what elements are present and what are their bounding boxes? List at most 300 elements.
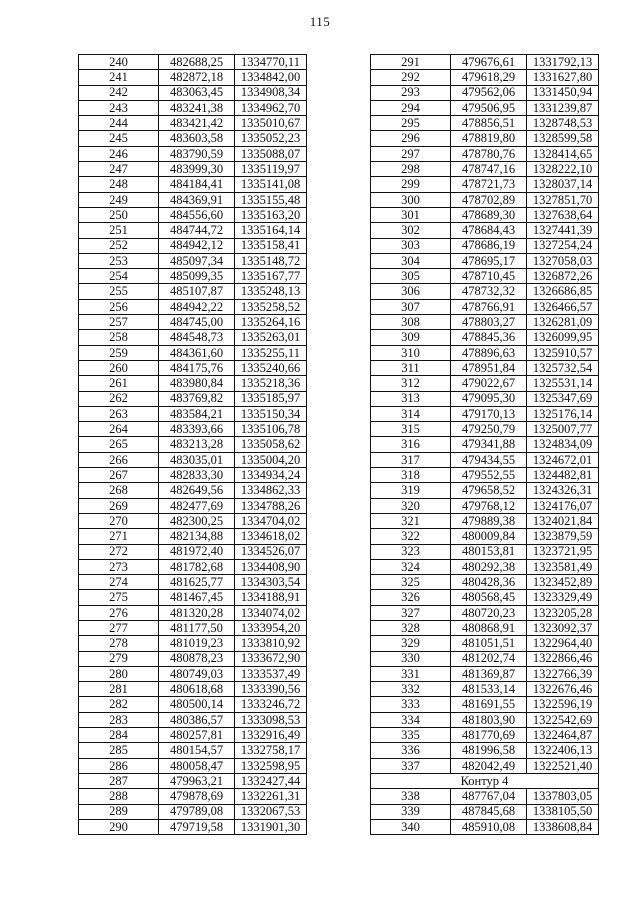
y-coordinate-cell: 1328414,65 [527, 146, 599, 161]
table-row [79, 789, 307, 804]
y-coordinate-cell: 1335058,62 [235, 437, 307, 452]
table-row [79, 804, 307, 819]
point-number-cell: 270 [79, 513, 159, 528]
point-number-cell: 331 [371, 666, 451, 681]
y-coordinate-cell: 1331627,80 [527, 70, 599, 85]
x-coordinate-cell: 478702,89 [451, 192, 527, 207]
point-number-cell: 253 [79, 253, 159, 268]
y-coordinate-cell: 1323721,95 [527, 544, 599, 559]
x-coordinate-cell: 478819,80 [451, 131, 527, 146]
y-coordinate-cell: 1334408,90 [235, 559, 307, 574]
y-coordinate-cell: 1323205,28 [527, 605, 599, 620]
table-row [79, 590, 307, 605]
y-coordinate-cell: 1335218,36 [235, 376, 307, 391]
point-number-cell: 300 [371, 192, 451, 207]
y-coordinate-cell: 1335088,07 [235, 146, 307, 161]
y-coordinate-cell: 1322676,46 [527, 682, 599, 697]
x-coordinate-cell: 478721,73 [451, 177, 527, 192]
x-coordinate-cell: 481625,77 [159, 575, 235, 590]
y-coordinate-cell: 1335167,77 [235, 269, 307, 284]
table-row [371, 85, 599, 100]
point-number-cell: 329 [371, 636, 451, 651]
point-number-cell: 241 [79, 70, 159, 85]
x-coordinate-cell: 478803,27 [451, 315, 527, 330]
table-row [79, 743, 307, 758]
y-coordinate-cell: 1335264,16 [235, 315, 307, 330]
y-coordinate-cell: 1335185,97 [235, 391, 307, 406]
point-number-cell: 312 [371, 376, 451, 391]
contour-label: Контур 4 [371, 773, 599, 788]
table-row [371, 743, 599, 758]
x-coordinate-cell: 479789,08 [159, 804, 235, 819]
table-row [79, 575, 307, 590]
y-coordinate-cell: 1322406,13 [527, 743, 599, 758]
y-coordinate-cell: 1331239,87 [527, 100, 599, 115]
y-coordinate-cell: 1334188,91 [235, 590, 307, 605]
point-number-cell: 314 [371, 406, 451, 421]
table-row [371, 804, 599, 819]
x-coordinate-cell: 479963,21 [159, 773, 235, 788]
y-coordinate-cell: 1334908,34 [235, 85, 307, 100]
table-row [79, 284, 307, 299]
point-number-cell: 290 [79, 819, 159, 834]
x-coordinate-cell: 478686,19 [451, 238, 527, 253]
x-coordinate-cell: 479562,06 [451, 85, 527, 100]
table-row [371, 146, 599, 161]
x-coordinate-cell: 482649,56 [159, 483, 235, 498]
point-number-cell: 285 [79, 743, 159, 758]
y-coordinate-cell: 1324021,84 [527, 513, 599, 528]
x-coordinate-cell: 480868,91 [451, 620, 527, 635]
x-coordinate-cell: 478766,91 [451, 299, 527, 314]
point-number-cell: 340 [371, 819, 451, 834]
table-row [371, 177, 599, 192]
x-coordinate-cell: 479658,52 [451, 483, 527, 498]
table-row [79, 376, 307, 391]
y-coordinate-cell: 1328222,10 [527, 162, 599, 177]
table-row [371, 682, 599, 697]
y-coordinate-cell: 1335010,67 [235, 116, 307, 131]
x-coordinate-cell: 481369,87 [451, 666, 527, 681]
table-row [371, 391, 599, 406]
y-coordinate-cell: 1324326,31 [527, 483, 599, 498]
x-coordinate-cell: 479552,55 [451, 468, 527, 483]
table-row [371, 498, 599, 513]
table-row [371, 55, 599, 70]
x-coordinate-cell: 482872,18 [159, 70, 235, 85]
table-row [371, 70, 599, 85]
point-number-cell: 321 [371, 513, 451, 528]
point-number-cell: 303 [371, 238, 451, 253]
table-row [79, 513, 307, 528]
point-number-cell: 281 [79, 682, 159, 697]
table-row [371, 253, 599, 268]
table-row [371, 376, 599, 391]
y-coordinate-cell: 1322464,87 [527, 728, 599, 743]
table-row [371, 192, 599, 207]
x-coordinate-cell: 478856,51 [451, 116, 527, 131]
x-coordinate-cell: 478689,30 [451, 207, 527, 222]
table-row [371, 437, 599, 452]
x-coordinate-cell: 480009,84 [451, 529, 527, 544]
x-coordinate-cell: 478710,45 [451, 269, 527, 284]
y-coordinate-cell: 1328037,14 [527, 177, 599, 192]
x-coordinate-cell: 482300,25 [159, 513, 235, 528]
y-coordinate-cell: 1334934,24 [235, 468, 307, 483]
y-coordinate-cell: 1332427,44 [235, 773, 307, 788]
y-coordinate-cell: 1323452,89 [527, 575, 599, 590]
table-row [79, 162, 307, 177]
x-coordinate-cell: 484175,76 [159, 360, 235, 375]
table-row [79, 666, 307, 681]
x-coordinate-cell: 481320,28 [159, 605, 235, 620]
point-number-cell: 277 [79, 620, 159, 635]
y-coordinate-cell: 1322542,69 [527, 712, 599, 727]
x-coordinate-cell: 483790,59 [159, 146, 235, 161]
y-coordinate-cell: 1324672,01 [527, 452, 599, 467]
y-coordinate-cell: 1327851,70 [527, 192, 599, 207]
y-coordinate-cell: 1322766,39 [527, 666, 599, 681]
x-coordinate-cell: 480154,57 [159, 743, 235, 758]
x-coordinate-cell: 483999,30 [159, 162, 235, 177]
point-number-cell: 334 [371, 712, 451, 727]
point-number-cell: 288 [79, 789, 159, 804]
table-row [79, 391, 307, 406]
y-coordinate-cell: 1324834,09 [527, 437, 599, 452]
point-number-cell: 265 [79, 437, 159, 452]
y-coordinate-cell: 1333810,92 [235, 636, 307, 651]
point-number-cell: 326 [371, 590, 451, 605]
x-coordinate-cell: 480618,68 [159, 682, 235, 697]
table-row [79, 758, 307, 773]
point-number-cell: 317 [371, 452, 451, 467]
x-coordinate-cell: 483241,38 [159, 100, 235, 115]
x-coordinate-cell: 480568,45 [451, 590, 527, 605]
x-coordinate-cell: 483421,42 [159, 116, 235, 131]
table-row [371, 422, 599, 437]
x-coordinate-cell: 484548,73 [159, 330, 235, 345]
y-coordinate-cell: 1334770,11 [235, 55, 307, 70]
point-number-cell: 287 [79, 773, 159, 788]
y-coordinate-cell: 1335004,20 [235, 452, 307, 467]
point-number-cell: 269 [79, 498, 159, 513]
x-coordinate-cell: 484744,72 [159, 223, 235, 238]
table-row [371, 116, 599, 131]
x-coordinate-cell: 479719,58 [159, 819, 235, 834]
x-coordinate-cell: 479170,13 [451, 406, 527, 421]
point-number-cell: 316 [371, 437, 451, 452]
y-coordinate-cell: 1331792,13 [527, 55, 599, 70]
point-number-cell: 320 [371, 498, 451, 513]
table-row [371, 207, 599, 222]
y-coordinate-cell: 1323581,49 [527, 559, 599, 574]
table-row [79, 544, 307, 559]
y-coordinate-cell: 1333098,53 [235, 712, 307, 727]
y-coordinate-cell: 1335119,97 [235, 162, 307, 177]
x-coordinate-cell: 478845,36 [451, 330, 527, 345]
x-coordinate-cell: 482134,88 [159, 529, 235, 544]
x-coordinate-cell: 483769,82 [159, 391, 235, 406]
point-number-cell: 292 [371, 70, 451, 85]
point-number-cell: 310 [371, 345, 451, 360]
table-row [79, 238, 307, 253]
x-coordinate-cell: 482042,49 [451, 758, 527, 773]
y-coordinate-cell: 1327254,24 [527, 238, 599, 253]
table-row [371, 651, 599, 666]
table-row [371, 544, 599, 559]
table-row [371, 284, 599, 299]
table-row [371, 315, 599, 330]
y-coordinate-cell: 1325910,57 [527, 345, 599, 360]
x-coordinate-cell: 483063,45 [159, 85, 235, 100]
point-number-cell: 299 [371, 177, 451, 192]
point-number-cell: 247 [79, 162, 159, 177]
x-coordinate-cell: 481467,45 [159, 590, 235, 605]
y-coordinate-cell: 1328748,53 [527, 116, 599, 131]
y-coordinate-cell: 1324176,07 [527, 498, 599, 513]
point-number-cell: 335 [371, 728, 451, 743]
table-row [79, 605, 307, 620]
y-coordinate-cell: 1322521,40 [527, 758, 599, 773]
table-row [371, 406, 599, 421]
point-number-cell: 246 [79, 146, 159, 161]
table-row [79, 70, 307, 85]
point-number-cell: 240 [79, 55, 159, 70]
point-number-cell: 297 [371, 146, 451, 161]
point-number-cell: 293 [371, 85, 451, 100]
point-number-cell: 313 [371, 391, 451, 406]
x-coordinate-cell: 480257,81 [159, 728, 235, 743]
point-number-cell: 263 [79, 406, 159, 421]
y-coordinate-cell: 1333954,20 [235, 620, 307, 635]
point-number-cell: 249 [79, 192, 159, 207]
y-coordinate-cell: 1332067,53 [235, 804, 307, 819]
table-row [371, 758, 599, 773]
table-row [79, 728, 307, 743]
table-row [79, 529, 307, 544]
table-row [79, 651, 307, 666]
x-coordinate-cell: 481782,68 [159, 559, 235, 574]
x-coordinate-cell: 480292,38 [451, 559, 527, 574]
x-coordinate-cell: 478695,17 [451, 253, 527, 268]
table-row [371, 590, 599, 605]
x-coordinate-cell: 483035,01 [159, 452, 235, 467]
x-coordinate-cell: 485099,35 [159, 269, 235, 284]
x-coordinate-cell: 478896,63 [451, 345, 527, 360]
x-coordinate-cell: 484361,60 [159, 345, 235, 360]
x-coordinate-cell: 480153,81 [451, 544, 527, 559]
table-row [79, 207, 307, 222]
point-number-cell: 268 [79, 483, 159, 498]
point-number-cell: 301 [371, 207, 451, 222]
y-coordinate-cell: 1326281,09 [527, 315, 599, 330]
y-coordinate-cell: 1325176,14 [527, 406, 599, 421]
y-coordinate-cell: 1335155,48 [235, 192, 307, 207]
y-coordinate-cell: 1328599,58 [527, 131, 599, 146]
table-row [79, 682, 307, 697]
x-coordinate-cell: 484184,41 [159, 177, 235, 192]
x-coordinate-cell: 481019,23 [159, 636, 235, 651]
point-number-cell: 328 [371, 620, 451, 635]
point-number-cell: 294 [371, 100, 451, 115]
point-number-cell: 295 [371, 116, 451, 131]
table-row [371, 360, 599, 375]
table-row [371, 452, 599, 467]
x-coordinate-cell: 479022,67 [451, 376, 527, 391]
y-coordinate-cell: 1326872,26 [527, 269, 599, 284]
y-coordinate-cell: 1334862,33 [235, 483, 307, 498]
x-coordinate-cell: 478780,76 [451, 146, 527, 161]
table-row [79, 636, 307, 651]
y-coordinate-cell: 1335106,78 [235, 422, 307, 437]
x-coordinate-cell: 485097,34 [159, 253, 235, 268]
y-coordinate-cell: 1335258,52 [235, 299, 307, 314]
point-number-cell: 252 [79, 238, 159, 253]
x-coordinate-cell: 481972,40 [159, 544, 235, 559]
y-coordinate-cell: 1325732,54 [527, 360, 599, 375]
table-row [79, 116, 307, 131]
point-number-cell: 311 [371, 360, 451, 375]
point-number-cell: 336 [371, 743, 451, 758]
table-row [371, 131, 599, 146]
table-row [79, 819, 307, 834]
y-coordinate-cell: 1334842,00 [235, 70, 307, 85]
y-coordinate-cell: 1335150,34 [235, 406, 307, 421]
point-number-cell: 278 [79, 636, 159, 651]
point-number-cell: 309 [371, 330, 451, 345]
y-coordinate-cell: 1326686,85 [527, 284, 599, 299]
coordinates-table-left [78, 54, 307, 835]
y-coordinate-cell: 1323329,49 [527, 590, 599, 605]
x-coordinate-cell: 484369,91 [159, 192, 235, 207]
x-coordinate-cell: 481996,58 [451, 743, 527, 758]
y-coordinate-cell: 1335248,13 [235, 284, 307, 299]
x-coordinate-cell: 481803,90 [451, 712, 527, 727]
y-coordinate-cell: 1333672,90 [235, 651, 307, 666]
point-number-cell: 284 [79, 728, 159, 743]
x-coordinate-cell: 479095,30 [451, 391, 527, 406]
point-number-cell: 262 [79, 391, 159, 406]
y-coordinate-cell: 1333537,49 [235, 666, 307, 681]
point-number-cell: 257 [79, 315, 159, 330]
coordinates-table-right [370, 54, 599, 835]
point-number-cell: 322 [371, 529, 451, 544]
table-row [371, 789, 599, 804]
point-number-cell: 318 [371, 468, 451, 483]
y-coordinate-cell: 1337803,05 [527, 789, 599, 804]
x-coordinate-cell: 480386,57 [159, 712, 235, 727]
table-row [371, 575, 599, 590]
table-row [79, 559, 307, 574]
table-row [79, 55, 307, 70]
table-row [371, 345, 599, 360]
point-number-cell: 264 [79, 422, 159, 437]
x-coordinate-cell: 478684,43 [451, 223, 527, 238]
point-number-cell: 244 [79, 116, 159, 131]
table-row [79, 422, 307, 437]
y-coordinate-cell: 1322596,19 [527, 697, 599, 712]
table-row [79, 85, 307, 100]
y-coordinate-cell: 1325531,14 [527, 376, 599, 391]
table-row [371, 819, 599, 834]
table-row [79, 100, 307, 115]
table-row [79, 360, 307, 375]
x-coordinate-cell: 483393,66 [159, 422, 235, 437]
point-number-cell: 324 [371, 559, 451, 574]
point-number-cell: 298 [371, 162, 451, 177]
y-coordinate-cell: 1331450,94 [527, 85, 599, 100]
y-coordinate-cell: 1333390,56 [235, 682, 307, 697]
x-coordinate-cell: 483980,84 [159, 376, 235, 391]
x-coordinate-cell: 487845,68 [451, 804, 527, 819]
x-coordinate-cell: 482477,69 [159, 498, 235, 513]
y-coordinate-cell: 1327638,64 [527, 207, 599, 222]
y-coordinate-cell: 1335141,08 [235, 177, 307, 192]
y-coordinate-cell: 1335240,66 [235, 360, 307, 375]
y-coordinate-cell: 1334303,54 [235, 575, 307, 590]
point-number-cell: 325 [371, 575, 451, 590]
y-coordinate-cell: 1334526,07 [235, 544, 307, 559]
point-number-cell: 243 [79, 100, 159, 115]
table-row [79, 146, 307, 161]
point-number-cell: 291 [371, 55, 451, 70]
y-coordinate-cell: 1324482,81 [527, 468, 599, 483]
point-number-cell: 330 [371, 651, 451, 666]
table-row [79, 498, 307, 513]
point-number-cell: 273 [79, 559, 159, 574]
y-coordinate-cell: 1323879,59 [527, 529, 599, 544]
point-number-cell: 260 [79, 360, 159, 375]
x-coordinate-cell: 479676,61 [451, 55, 527, 70]
point-number-cell: 332 [371, 682, 451, 697]
point-number-cell: 327 [371, 605, 451, 620]
point-number-cell: 271 [79, 529, 159, 544]
y-coordinate-cell: 1326099,95 [527, 330, 599, 345]
x-coordinate-cell: 478732,32 [451, 284, 527, 299]
x-coordinate-cell: 479341,88 [451, 437, 527, 452]
x-coordinate-cell: 479506,95 [451, 100, 527, 115]
y-coordinate-cell: 1332598,95 [235, 758, 307, 773]
point-number-cell: 319 [371, 483, 451, 498]
y-coordinate-cell: 1334788,26 [235, 498, 307, 513]
table-row [371, 223, 599, 238]
y-coordinate-cell: 1327058,03 [527, 253, 599, 268]
x-coordinate-cell: 483213,28 [159, 437, 235, 452]
point-number-cell: 289 [79, 804, 159, 819]
point-number-cell: 255 [79, 284, 159, 299]
table-row [79, 345, 307, 360]
table-row [371, 620, 599, 635]
x-coordinate-cell: 479250,79 [451, 422, 527, 437]
point-number-cell: 282 [79, 697, 159, 712]
table-row [79, 131, 307, 146]
x-coordinate-cell: 481533,14 [451, 682, 527, 697]
point-number-cell: 248 [79, 177, 159, 192]
point-number-cell: 323 [371, 544, 451, 559]
table-row [79, 437, 307, 452]
x-coordinate-cell: 484942,12 [159, 238, 235, 253]
point-number-cell: 251 [79, 223, 159, 238]
x-coordinate-cell: 480500,14 [159, 697, 235, 712]
page-number: 115 [309, 14, 331, 29]
x-coordinate-cell: 481691,55 [451, 697, 527, 712]
point-number-cell: 307 [371, 299, 451, 314]
table-row [79, 773, 307, 788]
table-row [371, 483, 599, 498]
x-coordinate-cell: 479768,12 [451, 498, 527, 513]
table-row [79, 483, 307, 498]
table-row [371, 100, 599, 115]
